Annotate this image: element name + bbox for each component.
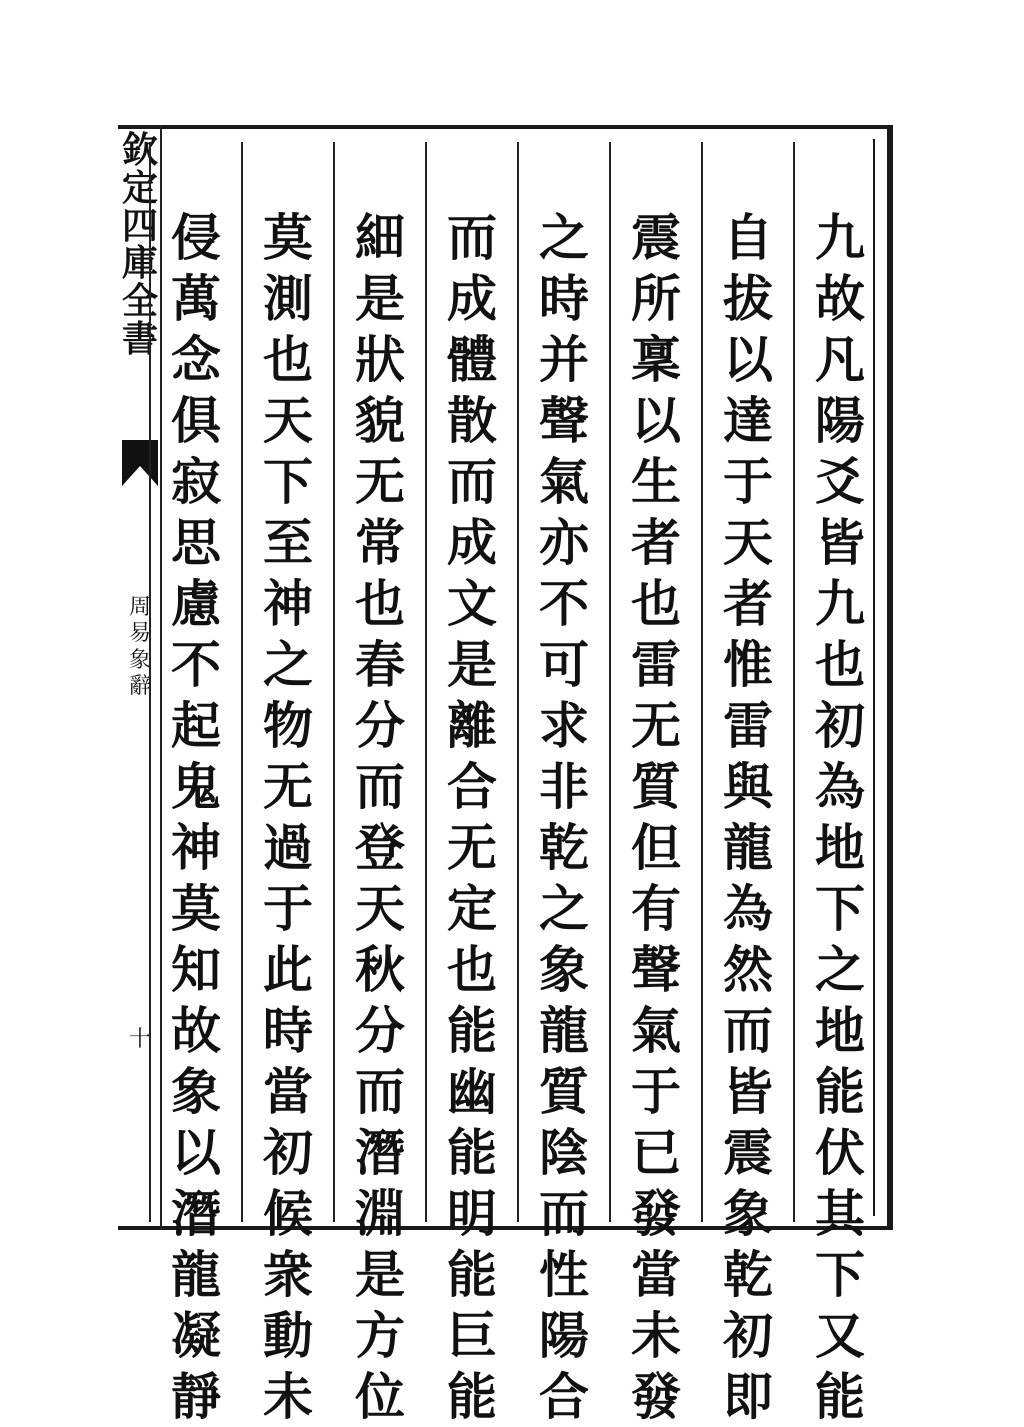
column-char: 故	[815, 269, 865, 328]
column-char: 能	[447, 1367, 497, 1426]
column-char: 所	[631, 269, 681, 328]
column-char: 此	[263, 940, 313, 999]
column-char: 性	[539, 1245, 589, 1304]
column-char: 之	[263, 635, 313, 694]
column-char: 莫	[263, 208, 313, 267]
column-char: 伏	[815, 1123, 865, 1182]
column-char: 而	[447, 452, 497, 511]
column-char: 但	[631, 818, 681, 877]
column-char: 也	[447, 940, 497, 999]
column-char: 氣	[539, 452, 589, 511]
column-char: 動	[263, 1306, 313, 1365]
column-char: 象	[539, 940, 589, 999]
column-char: 拔	[723, 269, 773, 328]
column-char: 衆	[263, 1245, 313, 1304]
column-char: 皆	[723, 1062, 773, 1121]
column-char: 貌	[355, 391, 405, 450]
column-char: 至	[263, 513, 313, 572]
column-char: 天	[263, 391, 313, 450]
column-char: 散	[447, 391, 497, 450]
column-char: 即	[723, 1367, 773, 1426]
text-column-6	[333, 142, 425, 1426]
column-text	[171, 207, 221, 1427]
margin-title-char: 書	[121, 317, 158, 360]
column-char: 登	[355, 818, 405, 877]
column-char: 時	[263, 1001, 313, 1060]
column-char: 亦	[539, 513, 589, 572]
column-char: 位	[355, 1367, 405, 1426]
text-column-8	[149, 142, 241, 1426]
column-char: 達	[723, 391, 773, 450]
column-char: 定	[447, 879, 497, 938]
column-char: 乾	[539, 818, 589, 877]
column-char: 成	[447, 269, 497, 328]
column-char: 氣	[631, 1001, 681, 1060]
column-char: 然	[723, 940, 773, 999]
column-char: 未	[263, 1367, 313, 1426]
margin-book-char: 易	[128, 621, 151, 647]
column-char: 與	[723, 757, 773, 816]
column-char: 于	[263, 879, 313, 938]
column-char: 可	[539, 635, 589, 694]
column-char: 發	[631, 1367, 681, 1426]
column-text	[723, 207, 773, 1427]
column-char: 初	[263, 1123, 313, 1182]
column-char: 稟	[631, 330, 681, 389]
column-char: 也	[815, 635, 865, 694]
column-char: 聲	[631, 940, 681, 999]
column-char: 龍	[539, 1001, 589, 1060]
column-char: 以	[723, 330, 773, 389]
column-char: 成	[447, 513, 497, 572]
column-char: 能	[815, 1367, 865, 1426]
column-char: 當	[631, 1245, 681, 1304]
column-char: 質	[631, 757, 681, 816]
column-char: 靜	[171, 1367, 221, 1426]
margin-page-number: 十	[128, 1027, 151, 1052]
column-char: 凡	[815, 330, 865, 389]
column-char: 爻	[815, 452, 865, 511]
column-char: 陰	[539, 1123, 589, 1182]
margin-book-char: 象	[128, 647, 151, 673]
column-char: 地	[815, 1001, 865, 1060]
column-char: 合	[539, 1367, 589, 1426]
column-char: 以	[631, 391, 681, 450]
text-column-2	[701, 142, 793, 1426]
column-char: 是	[355, 1245, 405, 1304]
column-char: 乾	[723, 1245, 773, 1304]
column-char: 鬼	[171, 757, 221, 816]
text-column-3	[609, 142, 701, 1426]
column-char: 下	[815, 1245, 865, 1304]
column-char: 九	[815, 574, 865, 633]
column-char: 莫	[171, 879, 221, 938]
column-char: 而	[355, 757, 405, 816]
column-char: 之	[539, 879, 589, 938]
column-char: 分	[355, 696, 405, 755]
column-char: 合	[447, 757, 497, 816]
column-char: 是	[355, 269, 405, 328]
text-column-7	[241, 142, 333, 1426]
column-char: 發	[631, 1184, 681, 1243]
column-char: 測	[263, 269, 313, 328]
column-text	[815, 207, 865, 1427]
column-text	[355, 207, 405, 1427]
column-char: 下	[815, 879, 865, 938]
column-char: 能	[447, 1123, 497, 1182]
column-char: 聲	[539, 391, 589, 450]
column-char: 而	[447, 208, 497, 267]
column-char: 起	[171, 696, 221, 755]
column-char: 未	[631, 1306, 681, 1365]
column-char: 神	[171, 818, 221, 877]
column-char: 震	[723, 1123, 773, 1182]
column-char: 體	[447, 330, 497, 389]
column-char: 并	[539, 330, 589, 389]
column-char: 物	[263, 696, 313, 755]
column-char: 是	[447, 635, 497, 694]
column-char: 幽	[447, 1062, 497, 1121]
column-char: 而	[723, 1001, 773, 1060]
column-char: 有	[631, 879, 681, 938]
column-char: 為	[723, 879, 773, 938]
column-char: 皆	[815, 513, 865, 572]
column-char: 天	[723, 513, 773, 572]
column-char: 无	[631, 696, 681, 755]
column-char: 時	[539, 269, 589, 328]
column-char: 分	[355, 1001, 405, 1060]
column-char: 震	[631, 208, 681, 267]
column-char: 于	[631, 1062, 681, 1121]
column-char: 无	[263, 757, 313, 816]
margin-title-char: 庫	[121, 242, 158, 285]
column-char: 之	[815, 940, 865, 999]
column-char: 陽	[815, 391, 865, 450]
column-char: 凝	[171, 1306, 221, 1365]
column-char: 初	[723, 1306, 773, 1365]
column-char: 惟	[723, 635, 773, 694]
column-char: 天	[355, 879, 405, 938]
column-char: 思	[171, 513, 221, 572]
column-char: 而	[539, 1184, 589, 1243]
column-char: 侵	[171, 208, 221, 267]
column-char: 春	[355, 635, 405, 694]
column-char: 地	[815, 818, 865, 877]
margin-book-char: 周	[128, 595, 151, 620]
column-char: 明	[447, 1184, 497, 1243]
column-char: 生	[631, 452, 681, 511]
column-char: 象	[171, 1062, 221, 1121]
column-char: 者	[631, 513, 681, 572]
column-char: 淵	[355, 1184, 405, 1243]
column-char: 念	[171, 330, 221, 389]
column-char: 九	[815, 208, 865, 267]
column-char: 者	[723, 574, 773, 633]
column-char: 龍	[171, 1245, 221, 1304]
column-text	[447, 207, 497, 1427]
column-char: 无	[355, 452, 405, 511]
text-column-1	[793, 142, 885, 1426]
column-char: 其	[815, 1184, 865, 1243]
column-char: 候	[263, 1184, 313, 1243]
column-char: 之	[539, 208, 589, 267]
text-column-4	[517, 142, 609, 1426]
column-char: 巨	[447, 1306, 497, 1365]
column-char: 又	[815, 1306, 865, 1365]
column-char: 龍	[723, 818, 773, 877]
column-char: 神	[263, 574, 313, 633]
column-char: 初	[815, 696, 865, 755]
column-char: 能	[815, 1062, 865, 1121]
column-char: 俱	[171, 391, 221, 450]
margin-title-char: 四	[121, 204, 158, 247]
column-char: 也	[263, 330, 313, 389]
column-char: 以	[171, 1123, 221, 1182]
column-char: 也	[631, 574, 681, 633]
column-char: 狀	[355, 330, 405, 389]
column-char: 潛	[171, 1184, 221, 1243]
column-char: 雷	[631, 635, 681, 694]
column-char: 象	[723, 1184, 773, 1243]
margin-title-char: 全	[121, 280, 158, 323]
column-char: 无	[447, 818, 497, 877]
column-char: 下	[263, 452, 313, 511]
column-char: 寂	[171, 452, 221, 511]
column-char: 不	[539, 574, 589, 633]
column-char: 能	[447, 1001, 497, 1060]
column-char: 文	[447, 574, 497, 633]
column-char: 過	[263, 818, 313, 877]
column-char: 當	[263, 1062, 313, 1121]
column-char: 能	[447, 1245, 497, 1304]
column-char: 萬	[171, 269, 221, 328]
column-char: 慮	[171, 574, 221, 633]
column-char: 雷	[723, 696, 773, 755]
column-char: 已	[631, 1123, 681, 1182]
column-char: 離	[447, 696, 497, 755]
column-text	[631, 207, 681, 1427]
column-char: 于	[723, 452, 773, 511]
column-char: 為	[815, 757, 865, 816]
column-char: 而	[355, 1062, 405, 1121]
column-char: 求	[539, 696, 589, 755]
column-char: 也	[355, 574, 405, 633]
column-char: 常	[355, 513, 405, 572]
column-char: 陽	[539, 1306, 589, 1365]
column-char: 知	[171, 940, 221, 999]
margin-book-char: 辭	[128, 674, 151, 700]
column-char: 非	[539, 757, 589, 816]
column-char: 自	[723, 208, 773, 267]
column-text	[539, 207, 589, 1427]
column-char: 故	[171, 1001, 221, 1060]
text-column-5	[425, 142, 517, 1426]
margin-title-char: 定	[121, 166, 158, 209]
margin-title-char: 欽	[121, 129, 158, 171]
column-char: 方	[355, 1306, 405, 1365]
column-char: 潛	[355, 1123, 405, 1182]
column-char: 細	[355, 208, 405, 267]
column-text	[263, 207, 313, 1427]
column-char: 不	[171, 635, 221, 694]
column-char: 秋	[355, 940, 405, 999]
column-char: 質	[539, 1062, 589, 1121]
